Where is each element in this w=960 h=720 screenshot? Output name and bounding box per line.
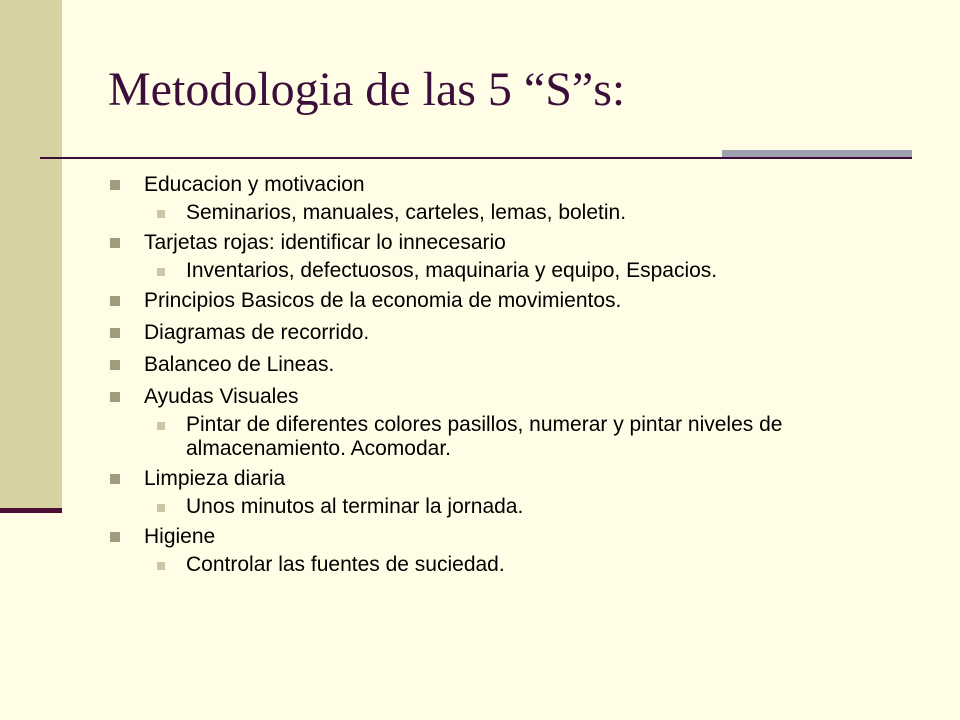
sub-bullet-text: Inventarios, defectuosos, maquinaria y equipo, Espacios. — [186, 259, 718, 282]
sub-bullet-item — [144, 413, 908, 461]
sub-bullet-item — [144, 495, 908, 519]
square-bullet-icon — [157, 562, 165, 570]
bullet-text: Ayudas Visuales — [144, 385, 299, 408]
bullet-item — [108, 351, 908, 379]
sub-bullet-item — [144, 259, 908, 283]
bullet-item — [108, 465, 908, 519]
bullet-text: Tarjetas rojas: identificar lo innecesario — [144, 231, 506, 254]
square-bullet-icon — [110, 296, 120, 306]
bullet-text: Diagramas de recorrido. — [144, 321, 370, 344]
square-bullet-icon — [110, 392, 120, 402]
bullet-item — [108, 229, 908, 283]
square-bullet-icon — [157, 422, 165, 430]
square-bullet-icon — [157, 268, 165, 276]
title-divider-line — [40, 157, 912, 159]
square-bullet-icon — [157, 504, 165, 512]
left-band-underline — [0, 508, 62, 513]
sub-bullet-text: Seminarios, manuales, carteles, lemas, boletin. — [186, 201, 627, 224]
sub-bullet-list — [144, 553, 908, 577]
sub-bullet-item — [144, 553, 908, 577]
bullet-item — [108, 319, 908, 347]
title-divider-accent — [722, 150, 912, 157]
square-bullet-icon — [110, 474, 120, 484]
bullet-text: Educacion y motivacion — [144, 173, 365, 196]
left-decorative-band — [0, 0, 62, 512]
sub-bullet-item — [144, 201, 908, 225]
sub-bullet-text: Unos minutos al terminar la jornada. — [186, 495, 524, 518]
slide-title: Metodologia de las 5 “S”s: — [108, 63, 626, 116]
sub-bullet-text: Pintar de diferentes colores pasillos, numerar y pintar niveles de almacenamiento. Acomodar. — [186, 413, 783, 460]
bullet-list — [108, 171, 908, 577]
bullet-item — [108, 287, 908, 315]
square-bullet-icon — [110, 360, 120, 370]
square-bullet-icon — [110, 238, 120, 248]
square-bullet-icon — [110, 180, 120, 190]
bullet-item — [108, 171, 908, 225]
sub-bullet-text: Controlar las fuentes de suciedad. — [186, 553, 505, 576]
bullet-item — [108, 383, 908, 461]
sub-bullet-list — [144, 201, 908, 225]
square-bullet-icon — [110, 328, 120, 338]
sub-bullet-list — [144, 413, 908, 461]
square-bullet-icon — [157, 210, 165, 218]
square-bullet-icon — [110, 532, 120, 542]
sub-bullet-list — [144, 495, 908, 519]
bullet-text: Balanceo de Lineas. — [144, 353, 335, 376]
bullet-text: Principios Basicos de la economia de movimientos. — [144, 289, 622, 312]
bullet-text: Limpieza diaria — [144, 467, 286, 490]
bullet-item — [108, 523, 908, 577]
bullet-text: Higiene — [144, 525, 216, 548]
sub-bullet-list — [144, 259, 908, 283]
